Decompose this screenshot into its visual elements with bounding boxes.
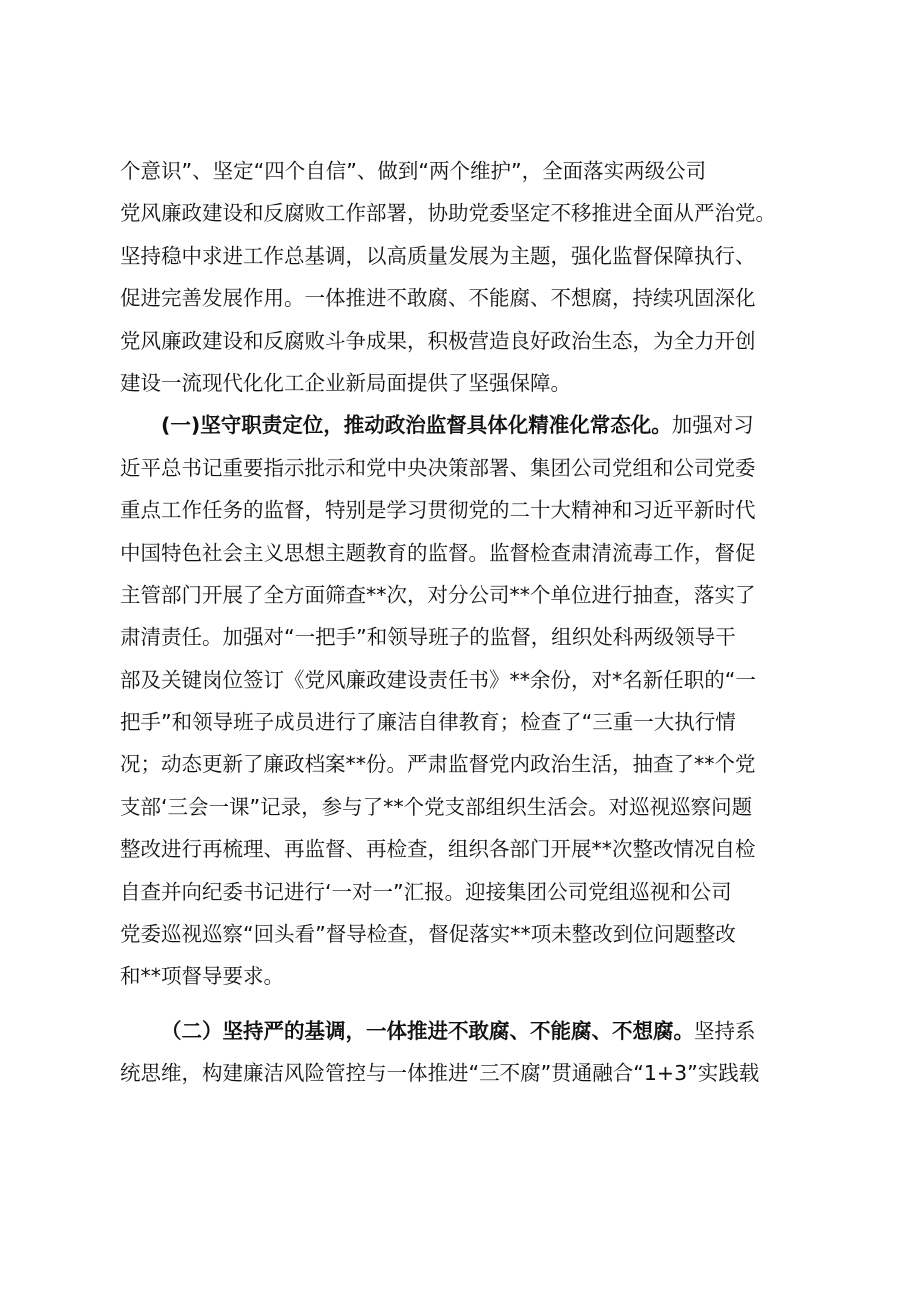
text-line: 主管部门开展了全方面筛查**次，对分公司**个单位进行抽查，落实了 — [120, 582, 756, 607]
paragraph-gap — [120, 998, 820, 1010]
text-line — [120, 1010, 820, 1052]
text-line: 把手”和领导班子成员进行了廉洁自律教育；检查了“三重一大执行情 — [120, 710, 736, 735]
text-line: 部及关键岗位签订《党风廉政建设责任书》**余份，对*名新任职的“一 — [120, 667, 756, 692]
text-line: 党委巡视巡察“回头看”督导检查，督促落实**项未整改到位问题整改 — [120, 922, 736, 947]
text-line: 建设一流现代化化工企业新局面提供了坚强保障。 — [120, 370, 571, 395]
text-line: 肃清责任。加强对“一把手”和领导班子的监督，组织处科两级领导干 — [120, 625, 736, 650]
section-two-paragraph — [120, 1010, 820, 1095]
paragraph-intro — [120, 150, 820, 404]
section-two-heading: （二）坚持严的基调，一体推进不敢腐、不能腐、不想腐。 — [161, 1018, 694, 1043]
text-line: 支部‘三会一课”记录，参与了**个党支部组织生活会。对巡视巡察问题 — [120, 794, 753, 819]
text-line: 促进完善发展作用。一体推进不敢腐、不能腐、不想腐，持续巩固深化 — [120, 286, 756, 311]
text-line: 重点工作任务的监督，特别是学习贯彻党的二十大精神和习近平新时代 — [120, 498, 756, 523]
text-line: 中国特色社会主义思想主题教育的监督。监督检查肃清流毒工作，督促 — [120, 540, 756, 565]
section-one-first-line-rest: 加强对习 — [671, 413, 754, 438]
text-line: 自查并向纪委书记进行‘一对一”汇报。迎接集团公司党组巡视和公司 — [120, 879, 732, 904]
text-line: 整改进行再梳理、再监督、再检查，组织各部门开展**次整改情况自检 — [120, 837, 756, 862]
text-line: 党风廉政建设和反腐败斗争成果，积极营造良好政治生态，为全力开创 — [120, 328, 756, 353]
text-line: 党风廉政建设和反腐败工作部署，协助党委坚定不移推进全面从严治党。 — [120, 201, 776, 226]
document-body — [120, 150, 820, 1095]
text-line: 个意识”、坚定“四个自信”、做到“两个维护”，全面落实两级公司 — [120, 159, 707, 183]
text-line: 统思维，构建廉洁风险管控与一体推进“三不腐”贯通融合“1+3”实践载 — [120, 1061, 760, 1086]
section-one-paragraph — [120, 404, 820, 997]
section-one-heading: (一)坚守职责定位，推动政治监督具体化精准化常态化。 — [161, 413, 672, 438]
text-line — [120, 404, 820, 446]
text-line: 和**项督导要求。 — [120, 964, 284, 989]
section-two-first-line-rest: 坚持系 — [694, 1018, 756, 1043]
text-line: 近平总书记重要指示批示和党中央决策部署、集团公司党组和公司党委 — [120, 455, 756, 480]
text-line: 坚持稳中求进工作总基调，以高质量发展为主题，强化监督保障执行、 — [120, 243, 756, 268]
text-line: 况；动态更新了廉政档案**份。严肃监督党内政治生活，抽查了**个党 — [120, 752, 756, 777]
